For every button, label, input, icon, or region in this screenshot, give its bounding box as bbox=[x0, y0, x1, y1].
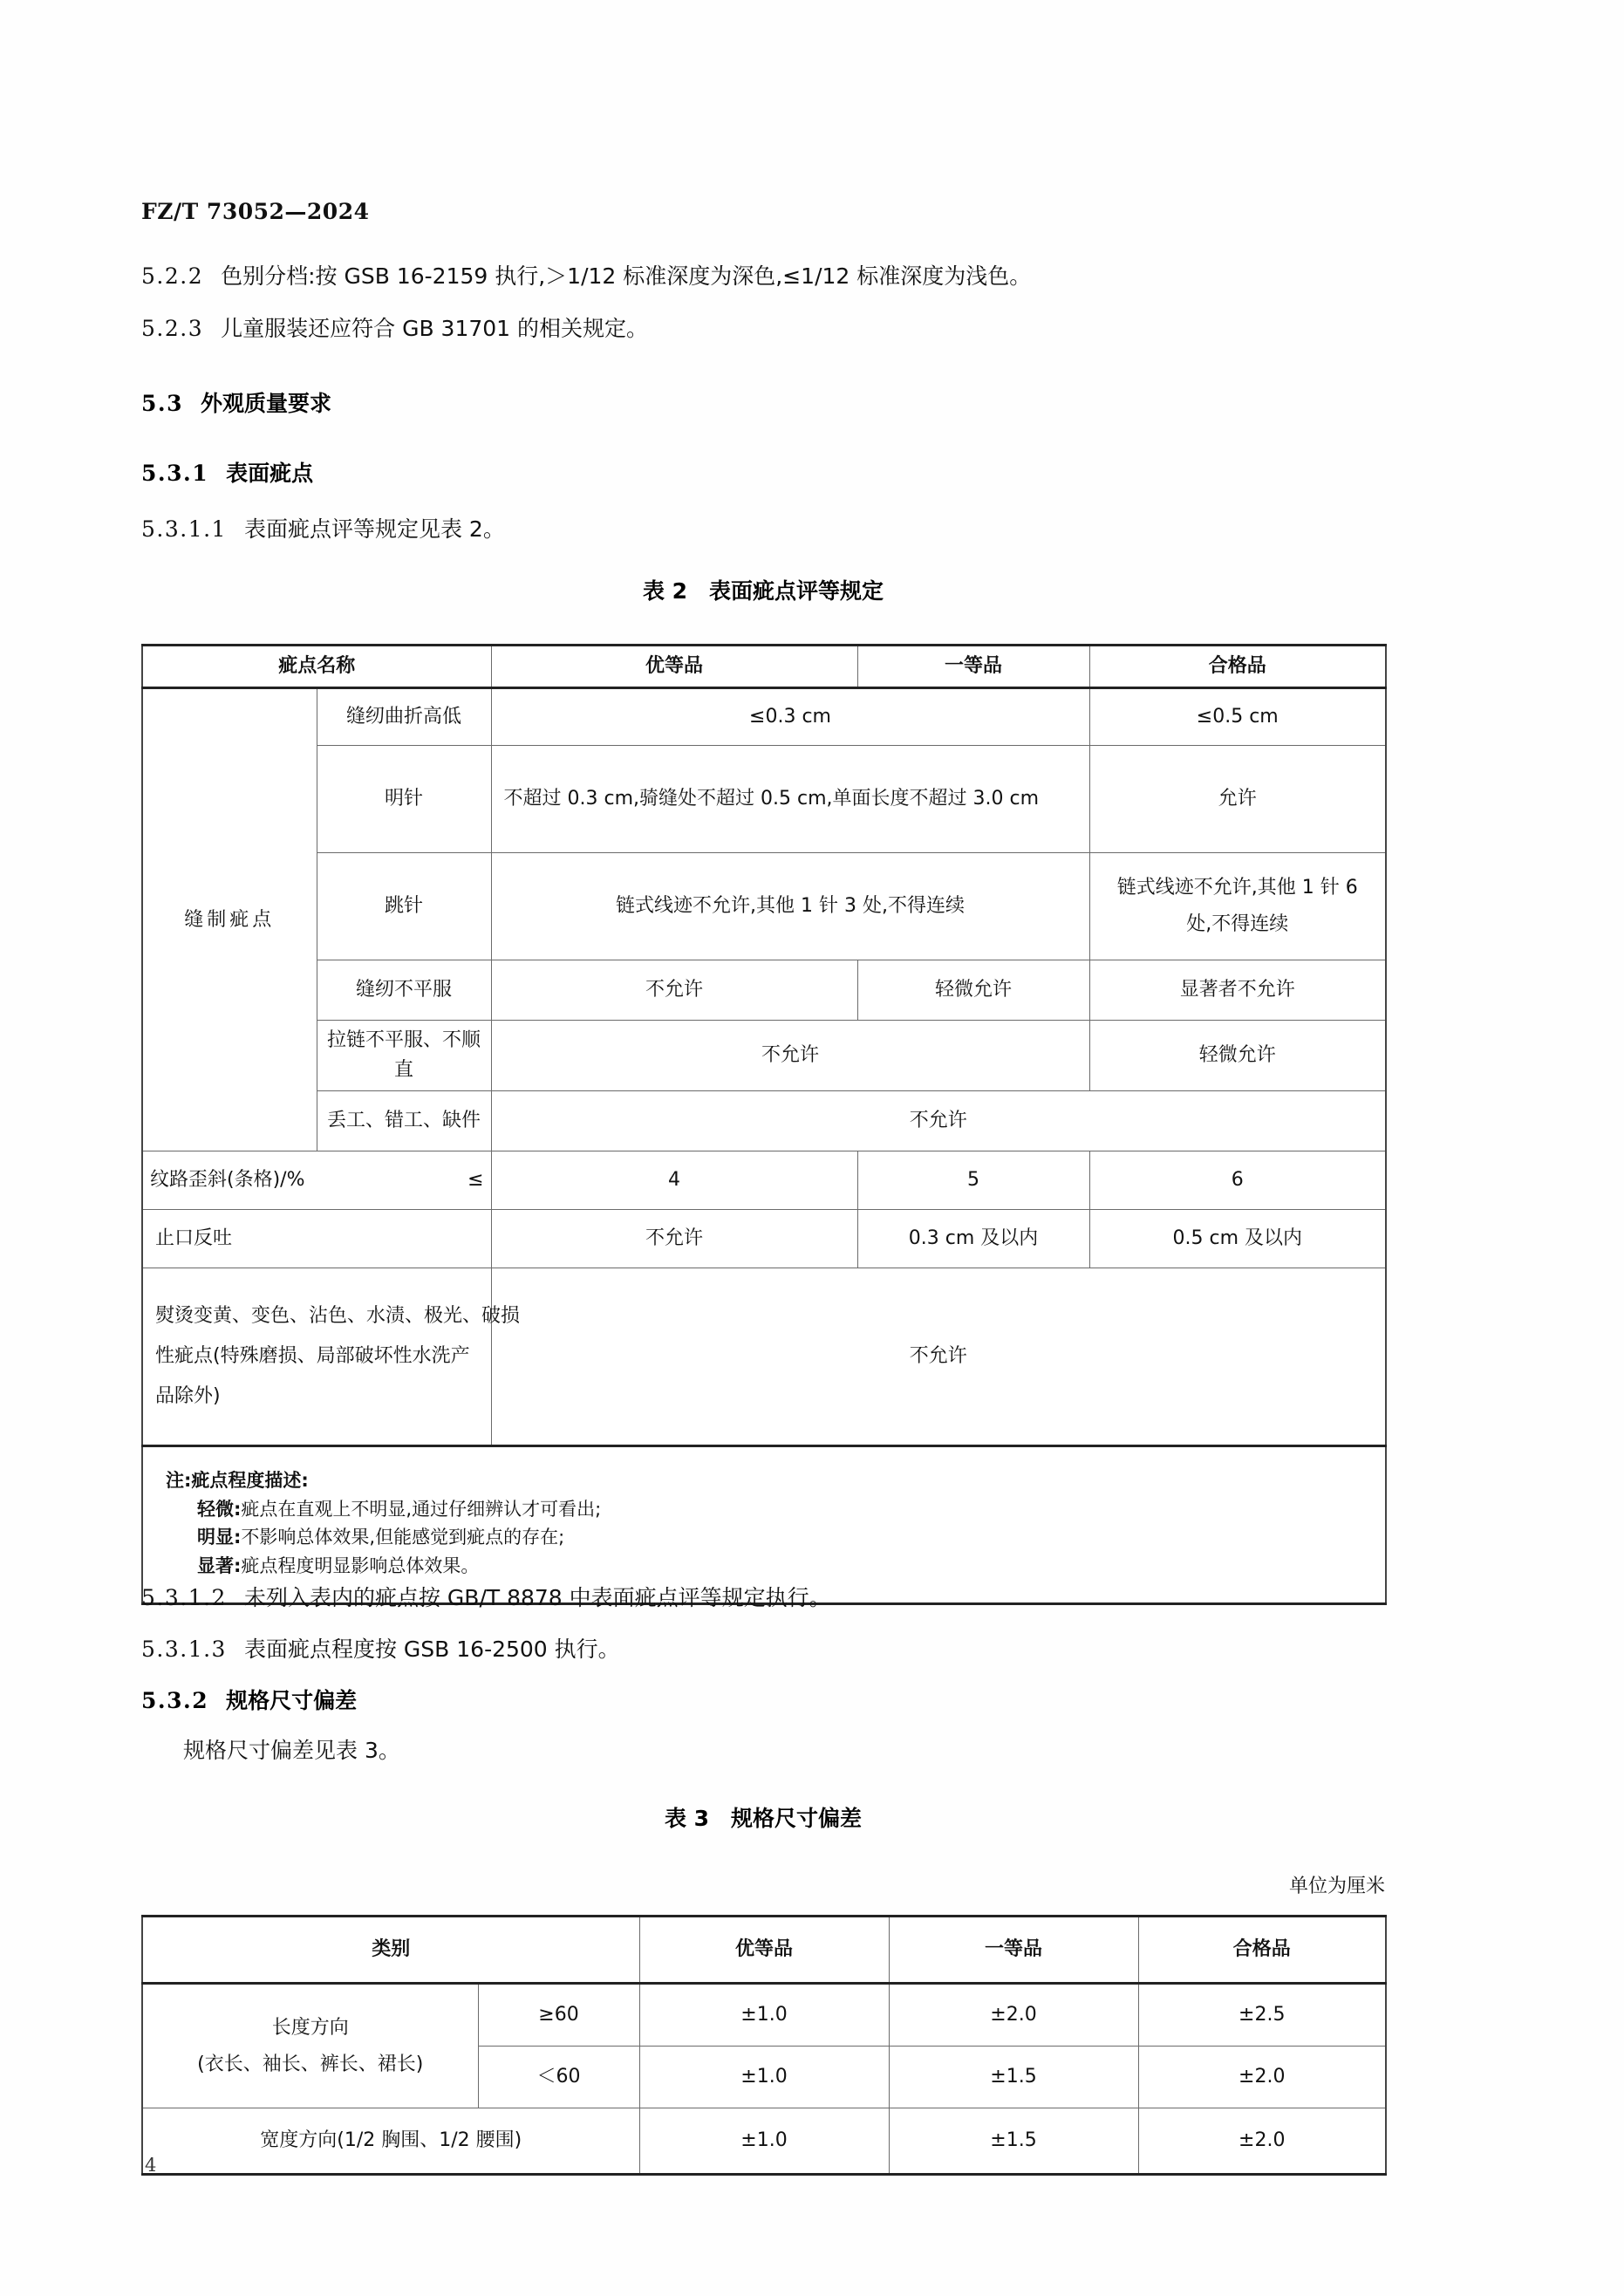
table-2-note-label-significant: 显著: bbox=[197, 1555, 242, 1576]
table-2-edge-b: 0.3 cm 及以内 bbox=[857, 1210, 1089, 1268]
heading-5-3-1 bbox=[141, 456, 313, 488]
table-3-width-b: ±1.5 bbox=[889, 2108, 1138, 2175]
table-2-press-value: 不允许 bbox=[491, 1268, 1386, 1446]
table-3-header-category: 类别 bbox=[142, 1917, 639, 1984]
table-3-header-row bbox=[142, 1917, 1386, 1984]
table-row bbox=[142, 2108, 1386, 2175]
clause-5-3-1-1 bbox=[141, 513, 505, 546]
table-2-value-4-c: 轻微允许 bbox=[1089, 1021, 1386, 1091]
table-row bbox=[142, 1210, 1386, 1268]
table-3-value-0-b: ±2.0 bbox=[889, 1984, 1138, 2047]
table-2-note-line-4 bbox=[166, 1552, 1369, 1581]
table-row bbox=[142, 1091, 1386, 1151]
table-2-press-label-line2: 性疵点(特殊磨损、局部破坏性水洗产 bbox=[155, 1345, 470, 1368]
clause-5-3-1-1-number: 5.3.1.1 bbox=[141, 516, 227, 542]
table-2-header-grade-c: 合格品 bbox=[1089, 646, 1386, 688]
table-2-value-2-ab: 链式线迹不允许,其他 1 针 3 处,不得连续 bbox=[491, 853, 1089, 960]
table-2-edge-c: 0.5 cm 及以内 bbox=[1089, 1210, 1386, 1268]
table-2-edge-label: 止口反吐 bbox=[142, 1210, 491, 1268]
heading-5-3-2 bbox=[141, 1684, 357, 1715]
table-2-note bbox=[142, 1446, 1386, 1604]
table-2-defect-name-5: 丢工、错工、缺件 bbox=[317, 1091, 491, 1151]
table-3-length-group-line2: (衣长、袖长、裤长、裙长) bbox=[197, 2053, 424, 2075]
table-2-edge-a: 不允许 bbox=[491, 1210, 857, 1268]
table-2-row-skew-label: 纹路歪斜(条格)/% bbox=[150, 1169, 305, 1192]
table-2-skew-b: 5 bbox=[857, 1151, 1089, 1210]
standard-code-header: FZ/T 73052—2024 bbox=[141, 199, 370, 224]
table-2-header-row bbox=[142, 646, 1386, 688]
table-2-header-grade-a: 优等品 bbox=[491, 646, 857, 688]
table-2-value-3-a: 不允许 bbox=[491, 960, 857, 1021]
table-2-note-label-obvious: 明显: bbox=[197, 1527, 242, 1548]
clause-5-3-2-body: 规格尺寸偏差见表 3。 bbox=[183, 1738, 400, 1763]
table-2-group-sewing: 缝制疵点 bbox=[142, 688, 317, 1151]
table-3-header-grade-b: 一等品 bbox=[889, 1917, 1138, 1984]
table-2-row-skew-symbol: ≤ bbox=[467, 1169, 484, 1192]
table-3-sub-1: ＜60 bbox=[478, 2047, 639, 2108]
table-2-note-text-slight: 疵点在直观上不明显,通过仔细辨认才可看出; bbox=[241, 1498, 602, 1520]
table-2-note-text-significant: 疵点程度明显影响总体效果。 bbox=[241, 1555, 480, 1576]
table-3-header-grade-c: 合格品 bbox=[1138, 1917, 1386, 1984]
clause-5-3-1-2 bbox=[141, 1582, 831, 1615]
table-2-defect-name-0: 缝纫曲折高低 bbox=[317, 688, 491, 746]
table-2-value-3-c: 显著者不允许 bbox=[1089, 960, 1386, 1021]
table-2-press-label bbox=[142, 1268, 521, 1446]
heading-5-3-2-text: 规格尺寸偏差 bbox=[226, 1688, 358, 1713]
table-2-note-line-2 bbox=[166, 1495, 1369, 1524]
table-2-row-skew bbox=[142, 1151, 491, 1210]
table-2-value-0-c: ≤0.5 cm bbox=[1089, 688, 1386, 746]
page-number: 4 bbox=[145, 2155, 157, 2176]
heading-5-3-1-number: 5.3.1 bbox=[141, 461, 209, 486]
table-3-value-0-a: ±1.0 bbox=[639, 1984, 889, 2047]
clause-5-3-1-2-text: 未列入表内的疵点按 GB/T 8878 中表面疵点评等规定执行。 bbox=[243, 1585, 831, 1610]
heading-5-3-text: 外观质量要求 bbox=[201, 391, 332, 416]
table-row bbox=[142, 960, 1386, 1021]
clause-5-3-1-3-text: 表面疵点程度按 GSB 16-2500 执行。 bbox=[243, 1637, 620, 1662]
table-2-press-label-line1: 熨烫变黄、变色、沾色、水渍、极光、破损 bbox=[155, 1305, 521, 1327]
table-3-sub-0: ≥60 bbox=[478, 1984, 639, 2047]
table-2-skew-c: 6 bbox=[1089, 1151, 1386, 1210]
table-row bbox=[142, 853, 1386, 960]
table-2-note-label-slight: 轻微: bbox=[197, 1498, 242, 1520]
table-2-value-1-ab: 不超过 0.3 cm,骑缝处不超过 0.5 cm,单面长度不超过 3.0 cm bbox=[491, 746, 1089, 853]
heading-5-3-2-number: 5.3.2 bbox=[141, 1688, 209, 1713]
table-2-title: 表 2 表面疵点评等规定 bbox=[642, 578, 884, 604]
table-3-value-1-a: ±1.0 bbox=[639, 2047, 889, 2108]
table-row bbox=[142, 746, 1386, 853]
table-2-value-3-b: 轻微允许 bbox=[857, 960, 1089, 1021]
table-3-value-1-b: ±1.5 bbox=[889, 2047, 1138, 2108]
table-2-note-text-obvious: 不影响总体效果,但能感觉到疵点的存在; bbox=[241, 1527, 565, 1548]
table-3-value-1-c: ±2.0 bbox=[1138, 2047, 1386, 2108]
table-3-length-group bbox=[142, 1984, 478, 2108]
heading-5-3-number: 5.3 bbox=[141, 391, 183, 416]
table-row bbox=[142, 1021, 1386, 1091]
table-2-defect-name-2: 跳针 bbox=[317, 853, 491, 960]
table-2-value-2-c: 链式线迹不允许,其他 1 针 6 处,不得连续 bbox=[1089, 853, 1386, 960]
table-3-size-tolerance bbox=[141, 1915, 1387, 2176]
table-2-note-line-1: 注:疵点程度描述: bbox=[166, 1470, 309, 1492]
clause-5-3-1-3 bbox=[141, 1633, 620, 1666]
table-2-skew-a: 4 bbox=[491, 1151, 857, 1210]
table-3-header-grade-a: 优等品 bbox=[639, 1917, 889, 1984]
clause-5-2-2-number: 5.2.2 bbox=[141, 263, 204, 289]
table-2-header-name: 疵点名称 bbox=[142, 646, 491, 688]
heading-5-3 bbox=[141, 386, 331, 418]
table-row bbox=[142, 1984, 1386, 2047]
table-2-value-4-ab: 不允许 bbox=[491, 1021, 1089, 1091]
table-2-press-label-line3: 品除外) bbox=[155, 1385, 221, 1408]
clause-5-2-3-number: 5.2.3 bbox=[141, 316, 204, 341]
clause-5-2-2 bbox=[141, 260, 1031, 293]
table-row bbox=[142, 688, 1386, 746]
heading-5-3-1-text: 表面疵点 bbox=[226, 461, 314, 486]
table-3-unit-note: 单位为厘米 bbox=[1288, 1876, 1385, 1897]
table-2-value-0-ab: ≤0.3 cm bbox=[491, 688, 1089, 746]
table-3-width-c: ±2.0 bbox=[1138, 2108, 1386, 2175]
table-2-surface-defect-grading bbox=[141, 644, 1387, 1605]
table-2-header-grade-b: 一等品 bbox=[857, 646, 1089, 688]
table-2-note-row bbox=[142, 1446, 1386, 1604]
table-3-width-label: 宽度方向(1/2 胸围、1/2 腰围) bbox=[142, 2108, 639, 2175]
table-2-value-1-c: 允许 bbox=[1089, 746, 1386, 853]
clause-5-2-3 bbox=[141, 312, 648, 345]
table-2-value-5-abc: 不允许 bbox=[491, 1091, 1386, 1151]
table-2-defect-name-4: 拉链不平服、不顺直 bbox=[317, 1021, 491, 1091]
clause-5-2-2-text: 色别分档:按 GSB 16-2159 执行,＞1/12 标准深度为深色,≤1/12 标准深度为浅色。 bbox=[221, 263, 1032, 289]
table-row bbox=[142, 1151, 1386, 1210]
clause-5-3-1-3-number: 5.3.1.3 bbox=[141, 1637, 227, 1662]
table-3-value-0-c: ±2.5 bbox=[1138, 1984, 1386, 2047]
table-2-defect-name-1: 明针 bbox=[317, 746, 491, 853]
table-2-defect-name-3: 缝纫不平服 bbox=[317, 960, 491, 1021]
clause-5-3-1-1-text: 表面疵点评等规定见表 2。 bbox=[243, 516, 505, 542]
clause-5-3-1-2-number: 5.3.1.2 bbox=[141, 1585, 227, 1610]
clause-5-2-3-text: 儿童服装还应符合 GB 31701 的相关规定。 bbox=[221, 316, 649, 341]
table-3-title: 表 3 规格尺寸偏差 bbox=[664, 1806, 863, 1831]
table-2-note-line-3 bbox=[166, 1523, 1369, 1552]
table-3-width-a: ±1.0 bbox=[639, 2108, 889, 2175]
table-3-length-group-line1: 长度方向 bbox=[271, 2016, 349, 2039]
table-row bbox=[142, 1268, 1386, 1446]
